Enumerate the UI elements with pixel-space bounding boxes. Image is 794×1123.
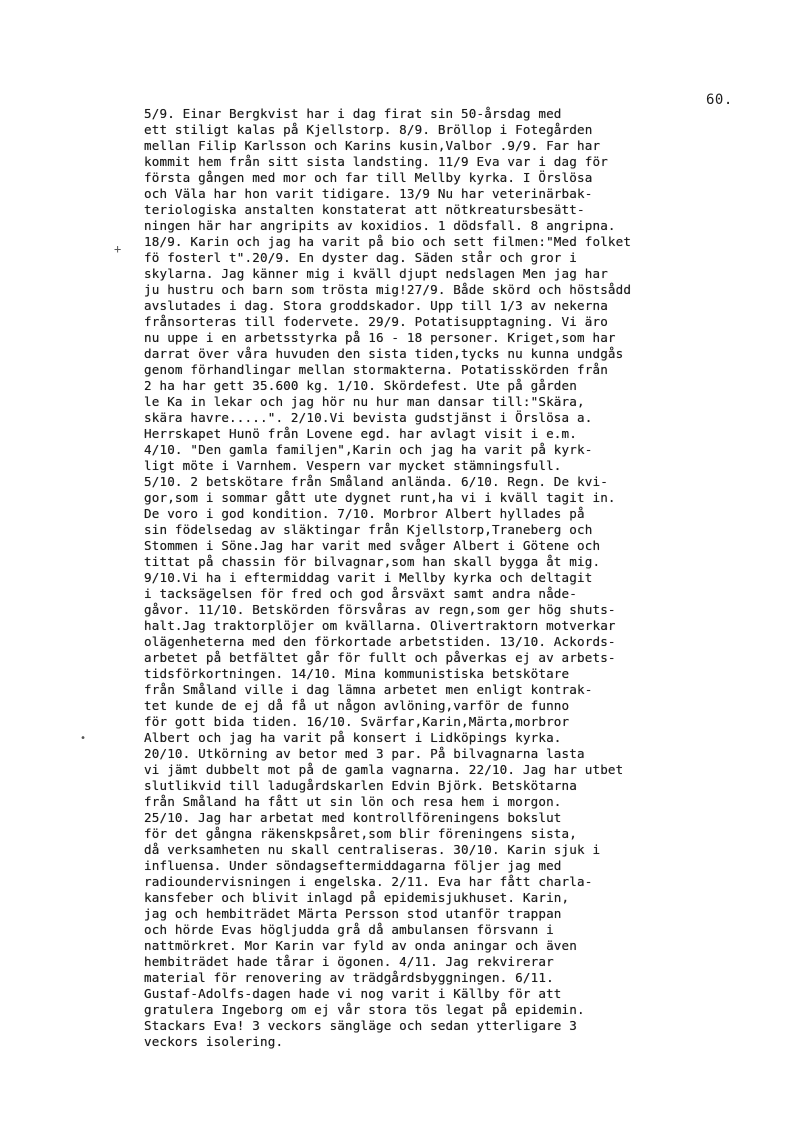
text-line: första gången med mor och far till Mellby kyrka. I Örslösa — [144, 170, 593, 185]
margin-dot-mark: • — [80, 733, 87, 744]
text-line: ett stiligt kalas på Kjellstorp. 8/9. Bröllop i Fotegården — [144, 122, 593, 137]
text-line: olägenheterna med den förkortade arbetstiden. 13/10. Ackords- — [144, 634, 616, 649]
text-line: ningen här har angripits av koxidios. 1 dödsfall. 8 angripna. — [144, 218, 616, 233]
text-line: avslutades i dag. Stora groddskador. Upp till 1/3 av nekerna — [144, 298, 608, 313]
text-line: kansfeber och blivit inlagd på epidemisjukhuset. Karin, — [144, 890, 570, 905]
text-line: material för renovering av trädgårdsbyggningen. 6/11. — [144, 970, 554, 985]
text-line: och Väla har hon varit tidigare. 13/9 Nu har veterinärbak- — [144, 186, 593, 201]
text-line: och hörde Evas högljudda grå då ambulansen försvann i — [144, 922, 554, 937]
text-line: då verksamheten nu skall centraliseras. 30/10. Karin sjuk i — [144, 842, 601, 857]
text-line: gratulera Ingeborg om ej vår stora tös legat på epidemin. — [144, 1002, 585, 1017]
text-line: skära havre.....". 2/10.Vi bevista gudstjänst i Örslösa a. — [144, 410, 593, 425]
text-line: från Småland ville i dag lämna arbetet men enligt kontrak- — [144, 682, 593, 697]
text-line: 2 ha har gett 35.600 kg. 1/10. Skördefest. Ute på gården — [144, 378, 577, 393]
text-line: mellan Filip Karlsson och Karins kusin,Valbor .9/9. Far har — [144, 138, 601, 153]
text-line: Stommen i Söne.Jag har varit med svåger Albert i Götene och — [144, 538, 601, 553]
text-line: Herrskapet Hunö från Lovene egd. har avlagt visit i e.m. — [144, 426, 577, 441]
text-line: ligt möte i Varnhem. Vespern var mycket stämningsfull. — [144, 458, 562, 473]
diary-text-body — [144, 106, 784, 1050]
text-line: Gustaf-Adolfs-dagen hade vi nog varit i Källby för att — [144, 986, 562, 1001]
text-line: veckors isolering. — [144, 1034, 284, 1049]
text-line: De voro i god kondition. 7/10. Morbror Albert hyllades på — [144, 506, 585, 521]
text-line: skylarna. Jag känner mig i kväll djupt nedslagen Men jag har — [144, 266, 608, 281]
text-line: frånsorteras till fodervete. 29/9. Potatisupptagning. Vi äro — [144, 314, 608, 329]
text-line: teriologiska anstalten konstaterat att nötkreatursbesätt- — [144, 202, 585, 217]
text-line: gor,som i sommar gått ute dygnet runt,ha vi i kväll tagit in. — [144, 490, 616, 505]
text-line: 25/10. Jag har arbetat med kontrollföreningens bokslut — [144, 810, 562, 825]
text-line: 18/9. Karin och jag ha varit på bio och sett filmen:"Med folket — [144, 234, 632, 249]
text-line: influensa. Under söndagseftermiddagarna följer jag med — [144, 858, 562, 873]
text-line: halt.Jag traktorplöjer om kvällarna. Olivertraktorn motverkar — [144, 618, 616, 633]
text-line: för gott bida tiden. 16/10. Svärfar,Karin,Märta,morbror — [144, 714, 570, 729]
text-line: nu uppe i en arbetsstyrka på 16 - 18 personer. Kriget,som har — [144, 330, 616, 345]
text-line: för det gångna räkenskpsåret,som blir föreningens sista, — [144, 826, 577, 841]
text-line: kommit hem från sitt sista landsting. 11/9 Eva var i dag för — [144, 154, 608, 169]
text-line: fö fosterl t".20/9. En dyster dag. Säden står och gror i — [144, 250, 577, 265]
text-line: nattmörkret. Mor Karin var fyld av onda aningar och även — [144, 938, 577, 953]
margin-plus-mark: + — [114, 242, 122, 256]
text-line: Albert och jag ha varit på konsert i Lidköpings kyrka. — [144, 730, 562, 745]
text-line: arbetet på betfältet går för fullt och påverkas ej av arbets- — [144, 650, 616, 665]
text-line: 20/10. Utkörning av betor med 3 par. På bilvagnarna lasta — [144, 746, 585, 761]
text-line: gåvor. 11/10. Betskörden försvåras av regn,som ger hög shuts- — [144, 602, 616, 617]
text-line: sin födelsedag av släktingar från Kjellstorp,Traneberg och — [144, 522, 593, 537]
text-line: genom förhandlingar mellan stormakterna. Potatisskörden från — [144, 362, 608, 377]
text-line: tet kunde de ej då få ut någon avlöning,varför de funno — [144, 698, 570, 713]
page-number: 60. — [706, 92, 733, 108]
text-line: radioundervisningen i engelska. 2/11. Eva har fått charla- — [144, 874, 593, 889]
text-line: 9/10.Vi ha i eftermiddag varit i Mellby kyrka och deltagit — [144, 570, 593, 585]
text-line: 5/9. Einar Bergkvist har i dag firat sin 50-årsdag med — [144, 106, 562, 121]
text-line: tittat på chassin för bilvagnar,som han skall bygga åt mig. — [144, 554, 601, 569]
text-line: 5/10. 2 betskötare från Småland anlända. 6/10. Regn. De kvi- — [144, 474, 608, 489]
text-line: ju hustru och barn som trösta mig!27/9. Både skörd och höstsådd — [144, 282, 632, 297]
text-line: Stackars Eva! 3 veckors sängläge och sedan ytterligare 3 — [144, 1018, 577, 1033]
text-line: från Småland ha fått ut sin lön och resa hem i morgon. — [144, 794, 562, 809]
text-line: jag och hembiträdet Märta Persson stod utanför trappan — [144, 906, 562, 921]
text-line: tidsförkortningen. 14/10. Mina kommunistiska betskötare — [144, 666, 570, 681]
text-line: le Ka in lekar och jag hör nu hur man dansar till:"Skära, — [144, 394, 585, 409]
text-line: slutlikvid till ladugårdskarlen Edvin Björk. Betskötarna — [144, 778, 577, 793]
text-line: vi jämt dubbelt mot på de gamla vagnarna. 22/10. Jag har utbet — [144, 762, 624, 777]
text-line: i tacksägelsen för fred och god årsväxt samt andra nåde- — [144, 586, 577, 601]
text-line: hembiträdet hade tårar i ögonen. 4/11. Jag rekvirerar — [144, 954, 554, 969]
text-line: 4/10. "Den gamla familjen",Karin och jag ha varit på kyrk- — [144, 442, 593, 457]
text-line: darrat över våra huvuden den sista tiden,tycks nu kunna undgås — [144, 346, 624, 361]
